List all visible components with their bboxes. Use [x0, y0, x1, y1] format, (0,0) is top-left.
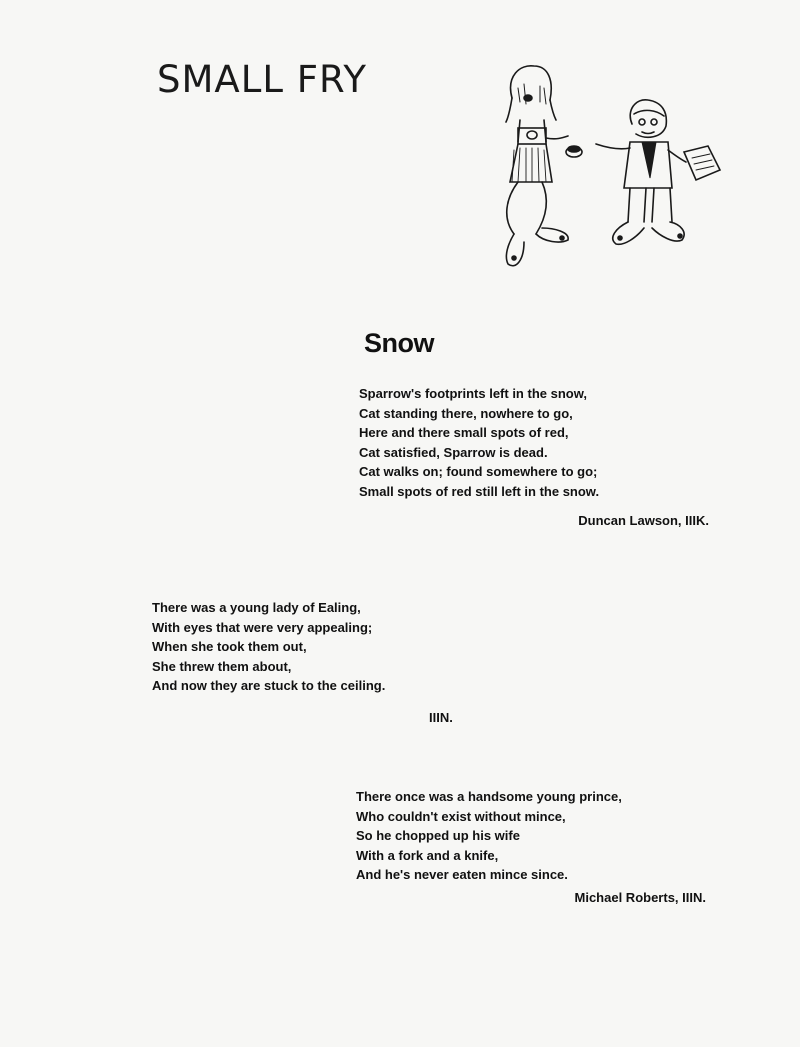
poem-line: When she took them out,	[152, 639, 307, 655]
poem-line: And he's never eaten mince since.	[356, 867, 568, 883]
poem-line: There once was a handsome young prince,	[356, 789, 622, 804]
poem-line: So he chopped up his wife	[356, 828, 520, 844]
poem-line: Cat satisfied, Sparrow is dead.	[359, 444, 548, 460]
poem-line: With a fork and a knife,	[356, 847, 499, 863]
author-credit: Duncan Lawson, IIIK.	[578, 513, 709, 528]
girl-figure	[506, 66, 582, 266]
poem-line: She threw them about,	[152, 658, 292, 674]
author-credit: Michael Roberts, IIIN.	[574, 890, 706, 905]
author-credit: IIIN.	[429, 710, 453, 725]
poem-line: With eyes that were very appealing;	[152, 619, 373, 635]
section-title: SMALL FRY	[157, 58, 367, 101]
poem-line: Small spots of red still left in the snow.	[359, 483, 600, 499]
poem-line: Cat walks on; found somewhere to go;	[359, 464, 598, 480]
boy-figure	[596, 100, 720, 245]
two-children-cartoon-icon	[484, 58, 734, 280]
poem-line: Sparrow's footprints left in the snow,	[359, 386, 587, 401]
poem-line: There was a young lady of Ealing,	[152, 600, 361, 615]
poem-line: And now they are stuck to the ceiling.	[152, 678, 386, 694]
limerick-handsome-prince	[356, 787, 622, 885]
poem-line: Cat standing there, nowhere to go,	[359, 405, 573, 421]
limerick-lady-of-ealing	[152, 598, 385, 696]
poem-title: Snow	[364, 328, 434, 358]
poem-line: Who couldn't exist without mince,	[356, 808, 566, 824]
poem-line: Here and there small spots of red,	[359, 425, 569, 441]
poem-snow	[359, 384, 599, 502]
